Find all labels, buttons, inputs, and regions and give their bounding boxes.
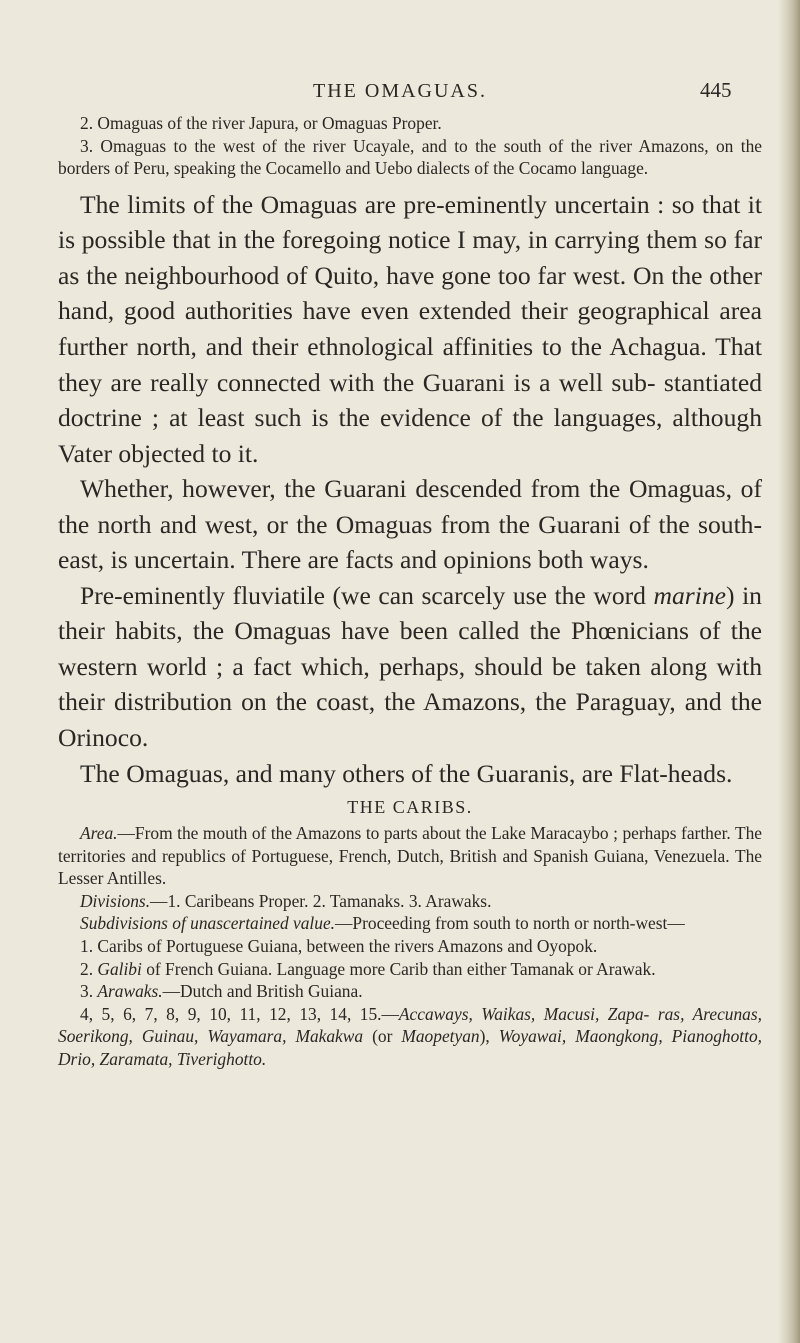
area-label: Area. <box>80 823 118 844</box>
paragraph-flat-heads: The Omaguas, and many others of the Guaranis, are Flat-heads. <box>80 758 733 788</box>
caribs-list-item-1: 1. Caribs of Portuguese Guiana, between the rivers Amazons and Oyopok. <box>80 936 598 957</box>
section-heading: THE CARIBS. <box>347 797 473 818</box>
caribs-list-item-3 <box>58 980 762 1003</box>
caribs-area <box>58 822 762 890</box>
paren-open: (or <box>363 1026 402 1047</box>
page-header <box>0 80 800 110</box>
caribs-list-item-2 <box>58 958 762 981</box>
word-marine: marine <box>653 580 726 610</box>
caribs-section <box>58 797 762 1071</box>
item-3-number: 3. <box>80 981 98 1002</box>
page-number: 445 <box>700 78 732 102</box>
tribe-name-maopetyan: Maopetyan <box>401 1026 480 1047</box>
subdivisions-text: —Proceeding from south to north or north-west— <box>335 913 685 934</box>
subdivisions-label: Subdivisions of unascertained value. <box>80 913 336 934</box>
body-text <box>58 112 762 1071</box>
item-2-number: 2. <box>80 958 98 979</box>
galibi-name: Galibi <box>97 958 142 979</box>
paren-close: ), <box>479 1026 499 1047</box>
item-2-text: of French Guiana. Language more Carib than either Tamanak or Arawak. <box>141 958 656 979</box>
paragraph-origin: Whether, however, the Guarani descended from the Omaguas, of the north and west, or the Omaguas from the Guarani of the south-east, is uncertain. There are facts and opinions both ways. <box>58 474 762 575</box>
caribs-divisions <box>58 890 762 913</box>
tribe-names-2: Woyawai, Maongkong, Pianoghotto, Drio, Zaramata, Tiverighotto. <box>58 1026 762 1070</box>
paragraph-limits: The limits of the Omaguas are pre-eminently uncertain : so that it is possible that in the foregoing notice I may, in carrying them so far as the neighbourhood of Quito, have gone too far west. On the other hand, good authorities have even extended their geographical area further north, and their ethnological affinities to the Achagua. That they are really connected with the Guarani is a well sub- stantiated doctrine ; at least such is the evidence of the languages, although Vater objected to it. <box>58 189 762 468</box>
item-3-text: —Dutch and British Guiana. <box>162 981 363 1002</box>
paragraph-fluviatile-end: ) in their habits, the Omaguas have been called the Phœnicians of the western world ; a fact which, perhaps, should be taken along with their distribution on the coast, the Amazons, the Paraguay, and the Orinoco. <box>58 580 762 752</box>
running-title: THE OMAGUAS. <box>313 80 487 102</box>
omaguas-list-item-3: 3. Omaguas to the west of the river Ucayale, and to the south of the river Amazons, on the borders of Peru, speaking the Cocamello and Uebo dialects of the Cocamo language. <box>58 135 762 179</box>
divisions-label: Divisions. <box>80 890 151 911</box>
arawaks-name: Arawaks. <box>97 981 163 1002</box>
page-edge-shadow <box>778 0 800 1343</box>
paragraph-fluviatile-start: Pre-eminently fluviatile (we can scarcely use the word <box>80 580 654 610</box>
omaguas-list-item-2: 2. Omaguas of the river Japura, or Omaguas Proper. <box>80 113 442 133</box>
caribs-list-item-4 <box>58 1003 762 1071</box>
item-4-numbers: 4, 5, 6, 7, 8, 9, 10, 11, 12, 13, 14, 15.— <box>80 1003 399 1024</box>
area-text: —From the mouth of the Amazons to parts about the Lake Maracaybo ; perhaps farther. The territories and republics of Portuguese, French, Dutch, British and Spanish Guiana, Venezuela. The Lesser Antilles. <box>58 823 762 889</box>
tribe-names-1: Accaways, Waikas, Macusi, Zapa- ras, Arecunas, Soerikong, Guinau, Wayamara, Makakwa <box>58 1003 762 1047</box>
divisions-text: —1. Caribeans Proper. 2. Tamanaks. 3. Arawaks. <box>150 890 492 911</box>
caribs-subdivisions <box>58 912 762 935</box>
paragraph-fluviatile <box>58 578 762 756</box>
